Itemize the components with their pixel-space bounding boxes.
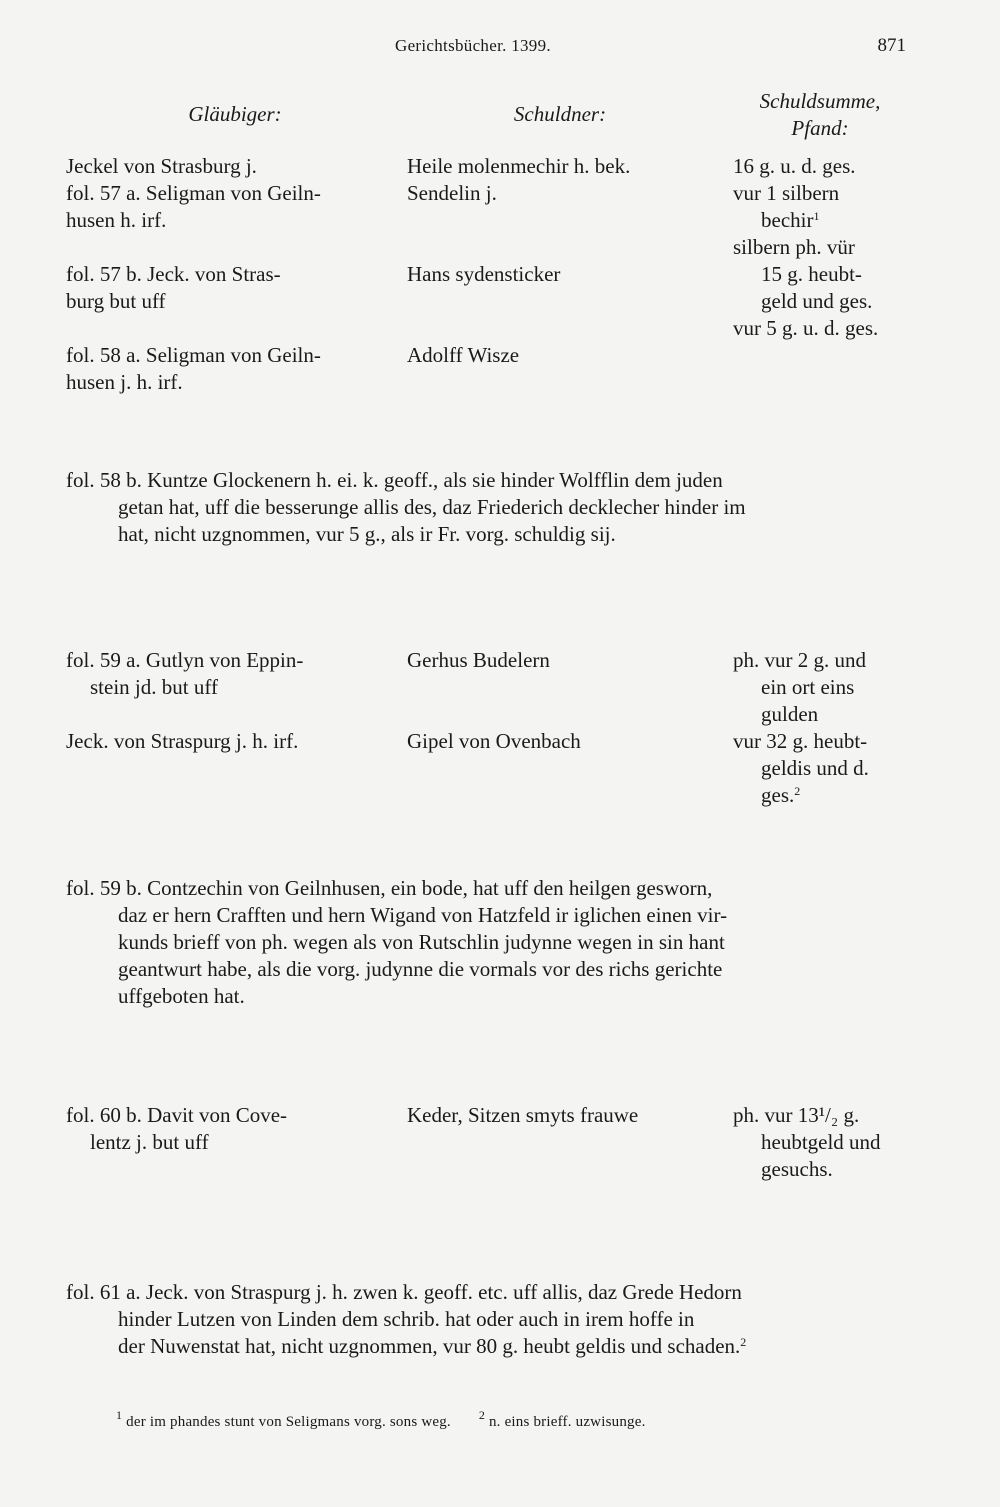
text-line: fol. 57 a. Seligman von Geiln- xyxy=(66,181,321,205)
debtor-row1: Heile molenmechir h. bek. xyxy=(407,154,631,178)
creditor-row7-line2: lentz j. but uff xyxy=(90,1130,209,1154)
footnote-1 xyxy=(116,1408,463,1430)
amount-column-block3 xyxy=(733,1102,913,1183)
amount-row2-line2 xyxy=(733,207,913,234)
debtor-row2: Sendelin j. xyxy=(407,181,497,205)
header-debtor: Schuldner: xyxy=(513,102,607,126)
creditor-row7: fol. 60 b. Davit von Cove- xyxy=(66,1103,288,1127)
amount-row3-line2: 15 g. heubt- xyxy=(761,262,862,286)
amount-column-block1 xyxy=(733,153,913,342)
footnote-ref: 1 xyxy=(813,209,820,223)
footnote-ref: 2 xyxy=(794,784,801,798)
text-line: Jeckel von Strasburg j. xyxy=(66,154,257,178)
debtor-row3: Hans sydensticker xyxy=(407,262,561,286)
text-line: husen j. h. irf. xyxy=(66,370,183,394)
debtor-row7: Keder, Sitzen smyts frauwe xyxy=(407,1103,639,1127)
amount-row5-line2: ein ort eins xyxy=(761,675,855,699)
creditor-row5-line2: stein jd. but uff xyxy=(90,675,218,699)
debtor-column-block2 xyxy=(407,647,727,755)
amount-row2: vur 1 silbern xyxy=(733,181,840,205)
text-line: husen h. irf. xyxy=(66,208,167,232)
creditor-column-block1 xyxy=(66,153,406,396)
entry-61a xyxy=(66,1279,914,1360)
amount-row5: ph. vur 2 g. und xyxy=(733,648,866,672)
text-line: bechir xyxy=(761,208,814,232)
entry-line: fol. 58 b. Kuntze Glockenern h. ei. k. geoff., als sie hinder Wolfflin dem juden xyxy=(66,468,723,492)
creditor-row4 xyxy=(66,342,406,396)
running-head xyxy=(0,36,1000,62)
entry-line: uffgeboten hat. xyxy=(118,984,245,1008)
debtor-column-block1 xyxy=(407,153,727,369)
debtor-row5: Gerhus Budelern xyxy=(407,648,550,672)
footnotes xyxy=(116,1408,670,1431)
footnote-mark: 1 xyxy=(116,1408,123,1422)
footnote-text: der im phandes stunt von Seligmans vorg. sons weg. xyxy=(126,1414,451,1430)
entry-line: fol. 59 b. Contzechin von Geilnhusen, ein bode, hat uff den heilgen gesworn, xyxy=(66,876,713,900)
footnote-text: n. eins brieff. uzwisunge. xyxy=(488,1414,646,1430)
creditor-row1 xyxy=(66,153,406,180)
text-line: fol. 58 a. Seligman von Geiln- xyxy=(66,343,321,367)
text-line: burg but uff xyxy=(66,289,166,313)
entry-line: hinder Lutzen von Linden dem schrib. hat oder auch in irem hoffe in xyxy=(118,1307,695,1331)
entry-line-last xyxy=(66,1333,914,1360)
header-amount-line2: Pfand: xyxy=(791,116,849,140)
debtor-column-block3 xyxy=(407,1102,727,1129)
text-line: der Nuwenstat hat, nicht uzgnommen, vur 80 g. heubt geldis und schaden. xyxy=(118,1334,741,1358)
entry-line: hat, nicht uzgnommen, vur 5 g., als ir Fr. vorg. schuldig sij. xyxy=(118,522,616,546)
text-line: fol. 57 b. Jeck. von Stras- xyxy=(66,262,281,286)
entry-line: getan hat, uff die besserunge allis des, daz Friederich decklecher hinder im xyxy=(118,495,746,519)
running-title: Gerichtsbücher. 1399. xyxy=(395,36,551,55)
creditor-row5: fol. 59 a. Gutlyn von Eppin- xyxy=(66,648,304,672)
footnote-2 xyxy=(478,1408,658,1430)
entry-59b xyxy=(66,875,914,1010)
footnote-ref: 2 xyxy=(740,1335,747,1349)
entry-58b xyxy=(66,467,914,548)
creditor-column-block2 xyxy=(66,647,406,755)
debtor-row6: Gipel von Ovenbach xyxy=(407,729,581,753)
header-amount-line1: Schuldsumme, xyxy=(759,89,881,113)
footnote-mark: 2 xyxy=(478,1408,486,1422)
amount-row7: ph. vur 13¹/₂ g. xyxy=(733,1103,860,1127)
amount-row5-line3: gulden xyxy=(761,702,819,726)
amount-row3: silbern ph. vür xyxy=(733,235,855,259)
entry-line: geantwurt habe, als die vorg. judynne die vormals vor des richs gerichte xyxy=(118,957,723,981)
entry-line: kunds brieff von ph. wegen als von Rutschlin judynne wegen in sin hant xyxy=(118,930,725,954)
creditor-row2 xyxy=(66,180,406,234)
amount-row3-line3: geld und ges. xyxy=(761,289,873,313)
amount-row1: 16 g. u. d. ges. xyxy=(733,154,856,178)
entry-line: fol. 61 a. Jeck. von Straspurg j. h. zwen k. geoff. etc. uff allis, daz Grede Hedorn xyxy=(66,1280,742,1304)
amount-column-block2 xyxy=(733,647,913,809)
debtor-row4: Adolff Wisze xyxy=(407,343,520,367)
amount-row6-line2: geldis und d. xyxy=(761,756,869,780)
header-creditor: Gläubiger: xyxy=(188,102,282,126)
amount-row7-line3: gesuchs. xyxy=(761,1157,833,1181)
creditor-row3 xyxy=(66,261,406,315)
page-number: 871 xyxy=(877,35,906,56)
amount-row6: vur 32 g. heubt- xyxy=(733,729,868,753)
amount-row4: vur 5 g. u. d. ges. xyxy=(733,316,879,340)
creditor-row6: Jeck. von Straspurg j. h. irf. xyxy=(66,729,299,753)
creditor-column-block3 xyxy=(66,1102,406,1156)
amount-row7-line2: heubtgeld und xyxy=(761,1130,881,1154)
amount-row6-line3 xyxy=(733,782,913,809)
text-line: ges. xyxy=(761,783,795,807)
entry-line: daz er hern Crafften und hern Wigand von Hatzfeld ir iglichen einen vir- xyxy=(118,903,728,927)
